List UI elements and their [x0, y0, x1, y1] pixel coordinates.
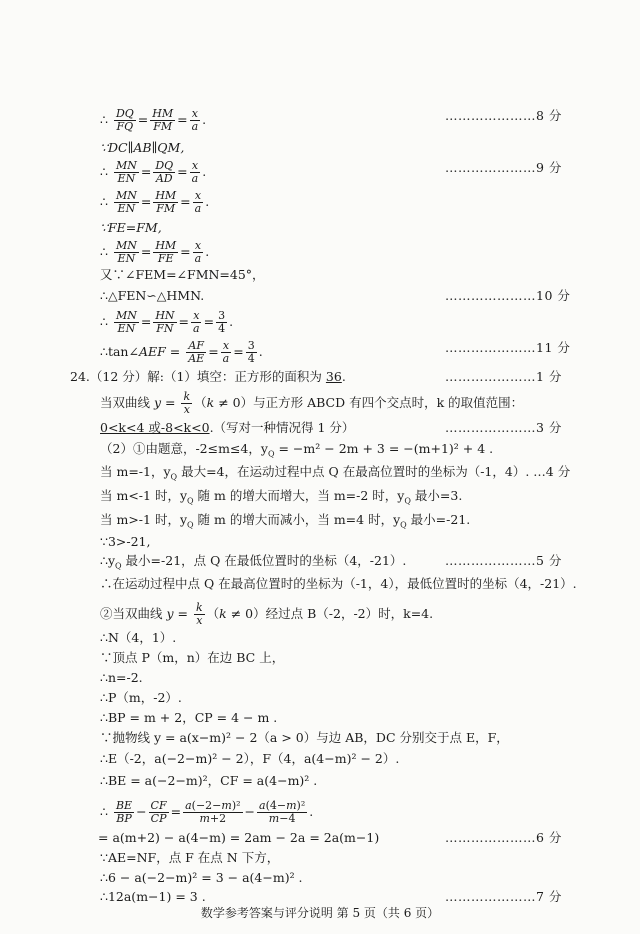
- score-11: …………………11 分: [445, 340, 571, 355]
- score-1: …………………1 分: [445, 369, 562, 384]
- score-6: …………………6 分: [445, 830, 562, 845]
- score-7: …………………7 分: [445, 889, 562, 904]
- answer-page: ∴ $\frac{DQ}{FQ}$ = $\frac{HM}{FM}$ = $\frac{x}{a}$ . …………………8 分 ∵DC∥AB∥QM, ∴ $\frac{MN}{EN}$ = $\frac{DQ}{AD}$ = $\frac{x}{a}$ . …………………9 分 ∴ $\frac{MN}{EN}$ = $\frac{HM}{FM}$ = $\frac{x}{a}$ . ∵FE=FM, ∴ $\frac{MN}{EN}$ = $\frac{HM}{FE}$ = $\frac{x}{a}$ . 又∵∠FEM=∠FMN=45°， ∴△FEN∽△HMN. …………………10 分 ∴ $\frac{MN}{EN}$ = $\frac{HN}{FN}$ = $\frac{x}{a}$ = $\frac{3}{4}$ . ∴tan∠AEF = $\frac{AF}{AE}$ = $\frac{x}{a}$ = $\frac{3}{4}$ . …………………11 分 24.（12 分）解:（1）填空：正方形的面积为 36. …………………1 分 当双曲线 y = $\frac{k}{x}$ （k ≠ 0）与正方形 ABCD 有四个交点时，k 的取值范围： 0<k<4 或-8<k<0.（写对一种情况得 1 分） …………………3 分 （2）①由题意，-2≤m≤4，$y_Q = -m^2 - 2m + 3 = -(m+1)^2 + 4$ . 当 m=-1，$y_Q$ 最大=4，在运动过程中点 Q 在最高位置时的坐标为（-1，4）. …4 分 当 m<-1 时，$y_Q$ 随 m 的增大而增大，当 m=-2 时，$y_Q$ 最小=3. 当 m>-1 时，$y_Q$ 随 m 的增大而减小，当 m=4 时，$y_Q$ 最小=-21. ∵3>-21, $\therefore y_Q$ 最小=-21，点 Q 在最低位置时的坐标（4，-21）. …………………5 分 ∴在运动过程中点 Q 在最高位置时的坐标为（-1，4），最低位置时的坐标（4，-21）. ②当双曲线 y = $\frac{k}{x}$ （k ≠ 0）经过点 B（-2，-2）时，k=4. ∴N（4，1）. ∵顶点 P（m，n）在边 BC 上， ∴n=-2. ∴P（m，-2）. ∴BP = m + 2，CP = 4 − m . ∵抛物线 y = a(x−m)² − 2（a > 0）与边 AB，DC 分别交于点 E，F， ∴E（-2，a(−2−m)² − 2），F（4，a(4−m)² − 2）. ∴BE = a(−2−m)²，CF = a(4−m)² . ∴ $\frac{BE}{BP}$ − $\frac{CF}{CP}$ = $\frac{\text{a(−2−m)²}}{m+2}$ − $\frac{\text{a(4−m)²}}{m-4}$ . = a(m+2) − a(4−m) = 2am − 2a = 2a(m−1) …………………6 分 ∵AE=NF，点 F 在点 N 下方， ∴6 − a(−2−m)² = 3 − a(4−m)² . ∴12a(m−1) = 3 . …………………7 分 数学参考答案与评分说明 第 5 页（共 6 页）: [0, 0, 640, 934]
- score-5: …………………5 分: [445, 553, 562, 568]
- score-8: …………………8 分: [445, 108, 562, 123]
- score-10: …………………10 分: [445, 288, 571, 303]
- score-3: …………………3 分: [445, 420, 562, 435]
- page-footer: 数学参考答案与评分说明 第 5 页（共 6 页）: [200, 906, 440, 920]
- score-9: …………………9 分: [445, 160, 562, 175]
